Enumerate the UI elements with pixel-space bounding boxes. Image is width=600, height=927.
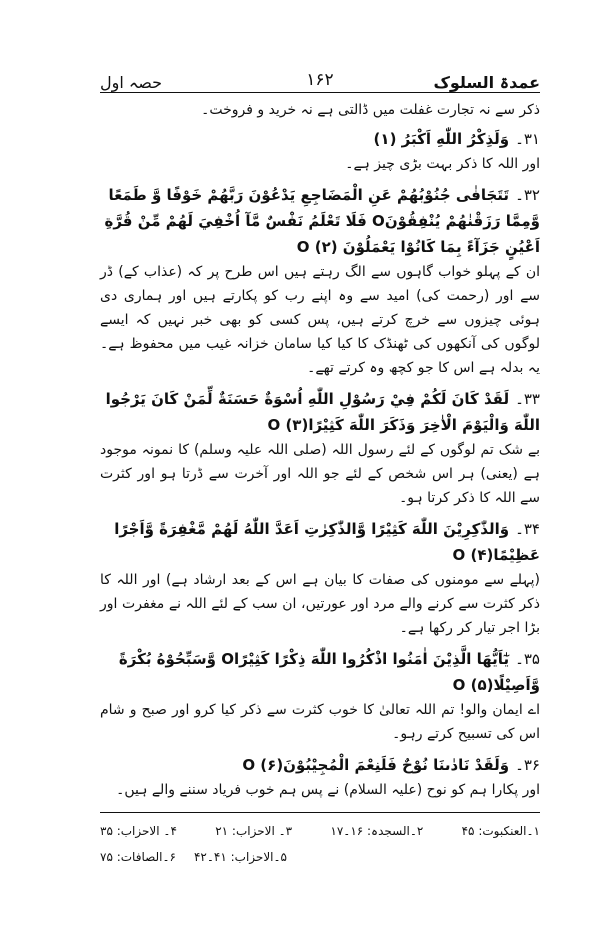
verse-number: ۳۶۔ (515, 756, 540, 774)
entry-34 (100, 516, 540, 640)
footnote-1: ۱۔العنکبوت: ۴۵ (461, 824, 540, 838)
entry-31 (100, 126, 540, 176)
verse-text: تَتَجَافٰى جُنُوْبُهُمْ عَنِ الْمَضَاجِعِ يَدْعُوْنَ رَبَّهُمْ خَوْفًا وَّ طَمَعًا وَّمِمَّا رَزَقْنٰهُمْ يُنْفِقُوْنَO فَلَا تَعْلَمُ نَفْسٌ مَّآ اُخْفِيَ لَهُمْ مِّنْ قُرَّةِ اَعْيُنٍ جَزَآءً بِمَا كَانُوْا يَعْمَلُوْنَ O (۲) (104, 186, 540, 256)
translation-35: اے ایمان والو! تم اللہ تعالیٰ کا خوب کثرت سے ذکر کیا کرو اور صبح و شام اس کی تسبیح کرتے رہو۔ (100, 702, 540, 742)
verse-text: يٰٓاَيُّهَا الَّذِيْنَ اٰمَنُوا اذْكُرُوا اللّٰهَ ذِكْرًا كَثِيْرًاO وَّسَبِّحُوْهُ بُكْرَةً وَّاَصِيْلًاO (۵) (118, 650, 540, 694)
verse-number: ۳۴۔ (515, 520, 540, 538)
footnote-rule (100, 812, 540, 813)
verse-33 (100, 386, 540, 438)
translation-32: ان کے پہلو خواب گاہوں سے الگ رہتے ہیں اس طرح پر کہ (عذاب کے) ڈر سے اور (رحمت کی) امید سے وہ اپنے رب کو پکارتے ہیں اور ہماری دی ہوئی چیزوں سے خرچ کرتے ہیں، پس کسی کو بھی خبر نہیں کہ ایسے لوگوں کی آنکھوں کی ٹھنڈک کا کیا کیا سامان خزانہ غیب میں محفوظ ہے۔ یہ بدلہ ہے اس کا جو کچھ وہ کرتے تھے۔ (100, 264, 540, 376)
entry-36 (100, 752, 540, 802)
page-body (100, 100, 540, 802)
footnote-4: ۴۔ الاحزاب: ۳۵ (100, 824, 177, 838)
part-label: حصہ اول (100, 73, 163, 92)
footnote-row-2 (100, 844, 540, 870)
footnote-3: ۳۔ الاحزاب: ۲۱ (215, 824, 293, 838)
verse-text: وَلَذِكْرُ اللّٰهِ اَكْبَرُ (۱) (373, 130, 510, 148)
translation-33: بے شک تم لوگوں کے لئے رسول اللہ (صلی اللہ علیہ وسلم) کا نمونہ موجود ہے (یعنی) ہر اس شخص کے لئے جو اللہ اور آخرت سے ڈرتا ہو اور کثرت سے اللہ کا ذکر کرتا ہو۔ (100, 442, 540, 506)
translation-36: اور پکارا ہم کو نوح (علیہ السلام) نے پس ہم خوب فریاد سننے والے ہیں۔ (116, 782, 540, 798)
translation-34: (پہلے سے مومنوں کی صفات کا بیان ہے اس کے بعد ارشاد ہے) اور اللہ کا ذکر کثرت سے کرنے والے مرد اور عورتیں، ان سب کے لئے اللہ نے مغفرت اور بڑا اجر تیار کر رکھا ہے۔ (100, 572, 540, 636)
verse-number: ۳۳۔ (515, 390, 540, 408)
verse-number: ۳۵۔ (515, 650, 540, 668)
running-header (100, 62, 540, 92)
verse-34 (100, 516, 540, 568)
verse-31 (100, 126, 540, 152)
entry-33 (100, 386, 540, 510)
footnote-6: ۶۔الصافات: ۷۵ (100, 850, 176, 864)
footnotes (100, 818, 540, 870)
verse-number: ۳۱۔ (515, 130, 540, 148)
footnote-row-1 (100, 818, 540, 844)
entry-32 (100, 182, 540, 380)
page-number: ۱۶۲ (306, 70, 334, 90)
footnote-5: ۵۔الاحزاب: ۴۱۔۴۲ (193, 850, 287, 864)
verse-number: ۳۲۔ (515, 186, 540, 204)
translation-31: اور اللہ کا ذکر بہت بڑی چیز ہے۔ (345, 156, 540, 172)
entry-35 (100, 646, 540, 746)
verse-36 (100, 752, 540, 778)
footnote-2: ۲۔السجدہ: ۱۶۔۱۷ (330, 824, 424, 838)
header-rule (100, 92, 540, 93)
verse-text: لَقَدْ كَانَ لَكُمْ فِيْ رَسُوْلِ اللّٰهِ اُسْوَةٌ حَسَنَةٌ لِّمَنْ كَانَ يَرْجُوا اللّٰهَ وَالْيَوْمَ الْاٰخِرَ وَذَكَرَ اللّٰهَ كَثِيْرًاO (۳) (105, 390, 540, 434)
book-title: عمدۃ السلوک (433, 73, 540, 92)
verse-text: وَلَقَدْ نَادٰىنَا نُوْحٌ فَلَنِعْمَ الْمُجِيْبُوْنَO (۶) (242, 756, 510, 774)
verse-text: وَالذّٰكِرِيْنَ اللّٰهَ كَثِيْرًا وَّالذّٰكِرٰتِ اَعَدَّ اللّٰهُ لَهُمْ مَّغْفِرَةً وَّاَجْرًا عَظِيْمًاO (۴) (114, 520, 540, 564)
verse-32 (100, 182, 540, 260)
verse-35 (100, 646, 540, 698)
intro-line: ذکر سے نہ تجارت غفلت میں ڈالتی ہے نہ خرید و فروخت۔ (201, 102, 540, 118)
